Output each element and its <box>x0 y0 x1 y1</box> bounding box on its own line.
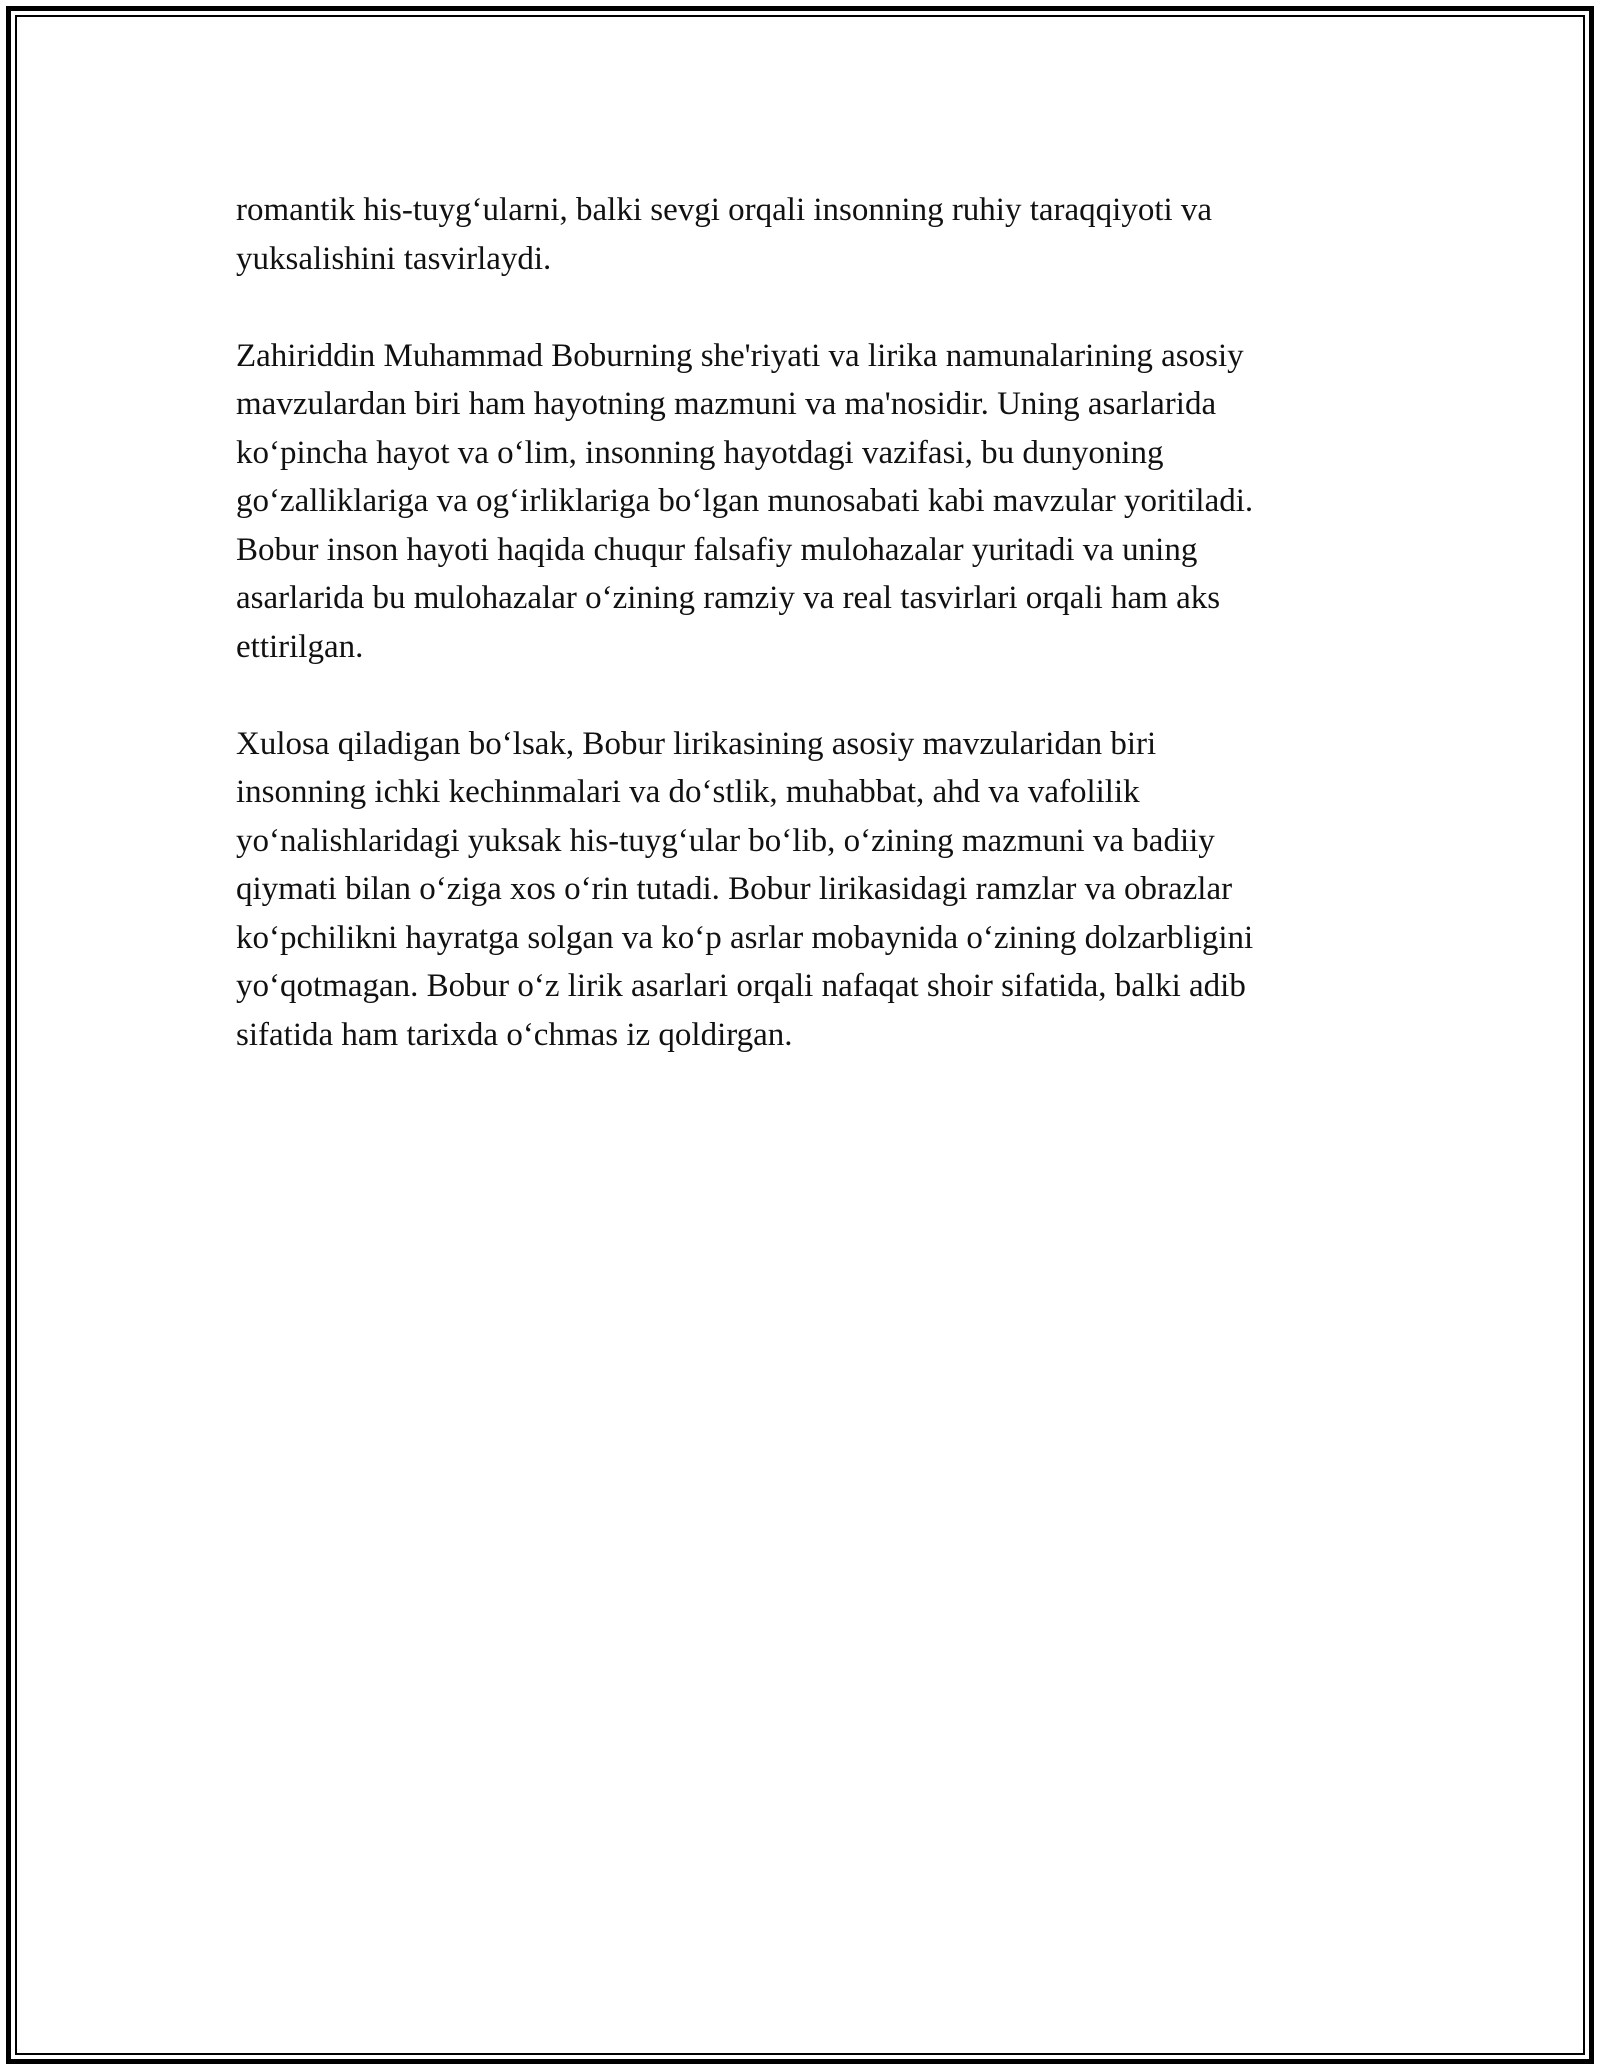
text-line: yo‘nalishlaridagi yuksak his-tuyg‘ular bo‘lib, o‘zining mazmuni va badiiy <box>236 822 1215 859</box>
paragraph-1 <box>236 186 1386 283</box>
text-line: Zahiriddin Muhammad Boburning she'riyati va lirika namunalarining asosiy <box>236 337 1244 374</box>
text-line: yuksalishini tasvirlaydi. <box>236 240 552 277</box>
text-line: Xulosa qiladigan bo‘lsak, Bobur lirikasining asosiy mavzularidan biri <box>236 725 1157 762</box>
text-line: qiymati bilan o‘ziga xos o‘rin tutadi. Bobur lirikasidagi ramzlar va obrazlar <box>236 871 1233 907</box>
text-line: insonning ichki kechinmalari va do‘stlik, muhabbat, ahd va vafolilik <box>236 774 1140 810</box>
text-line: ettirilgan. <box>236 628 364 665</box>
text-line: ko‘pchilikni hayratga solgan va ko‘p asrlar mobaynida o‘zining dolzarbligini <box>236 919 1254 956</box>
text-line: ko‘pincha hayot va o‘lim, insonning hayotdagi vazifasi, bu dunyoning <box>236 434 1164 471</box>
text-line: mavzulardan biri ham hayotning mazmuni va ma'nosidir. Uning asarlarida <box>236 386 1217 422</box>
text-line: Bobur inson hayoti haqida chuqur falsafiy mulohazalar yuritadi va uning <box>236 531 1198 568</box>
text-line: yo‘qotmagan. Bobur o‘z lirik asarlari orqali nafaqat shoir sifatida, balki adib <box>236 968 1246 1004</box>
text-line: sifatida ham tarixda o‘chmas iz qoldirgan. <box>236 1016 793 1053</box>
text-line: asarlarida bu mulohazalar o‘zining ramziy va real tasvirlari orqali ham aks <box>236 580 1221 616</box>
paragraph-3 <box>236 720 1386 1060</box>
text-line: romantik his-tuyg‘ularni, balki sevgi orqali insonning ruhiy taraqqiyoti va <box>236 192 1213 228</box>
document-body <box>236 186 1386 1108</box>
paragraph-2 <box>236 332 1386 672</box>
text-line: go‘zalliklariga va og‘irliklariga bo‘lgan munosabati kabi mavzular yoritiladi. <box>236 483 1254 519</box>
